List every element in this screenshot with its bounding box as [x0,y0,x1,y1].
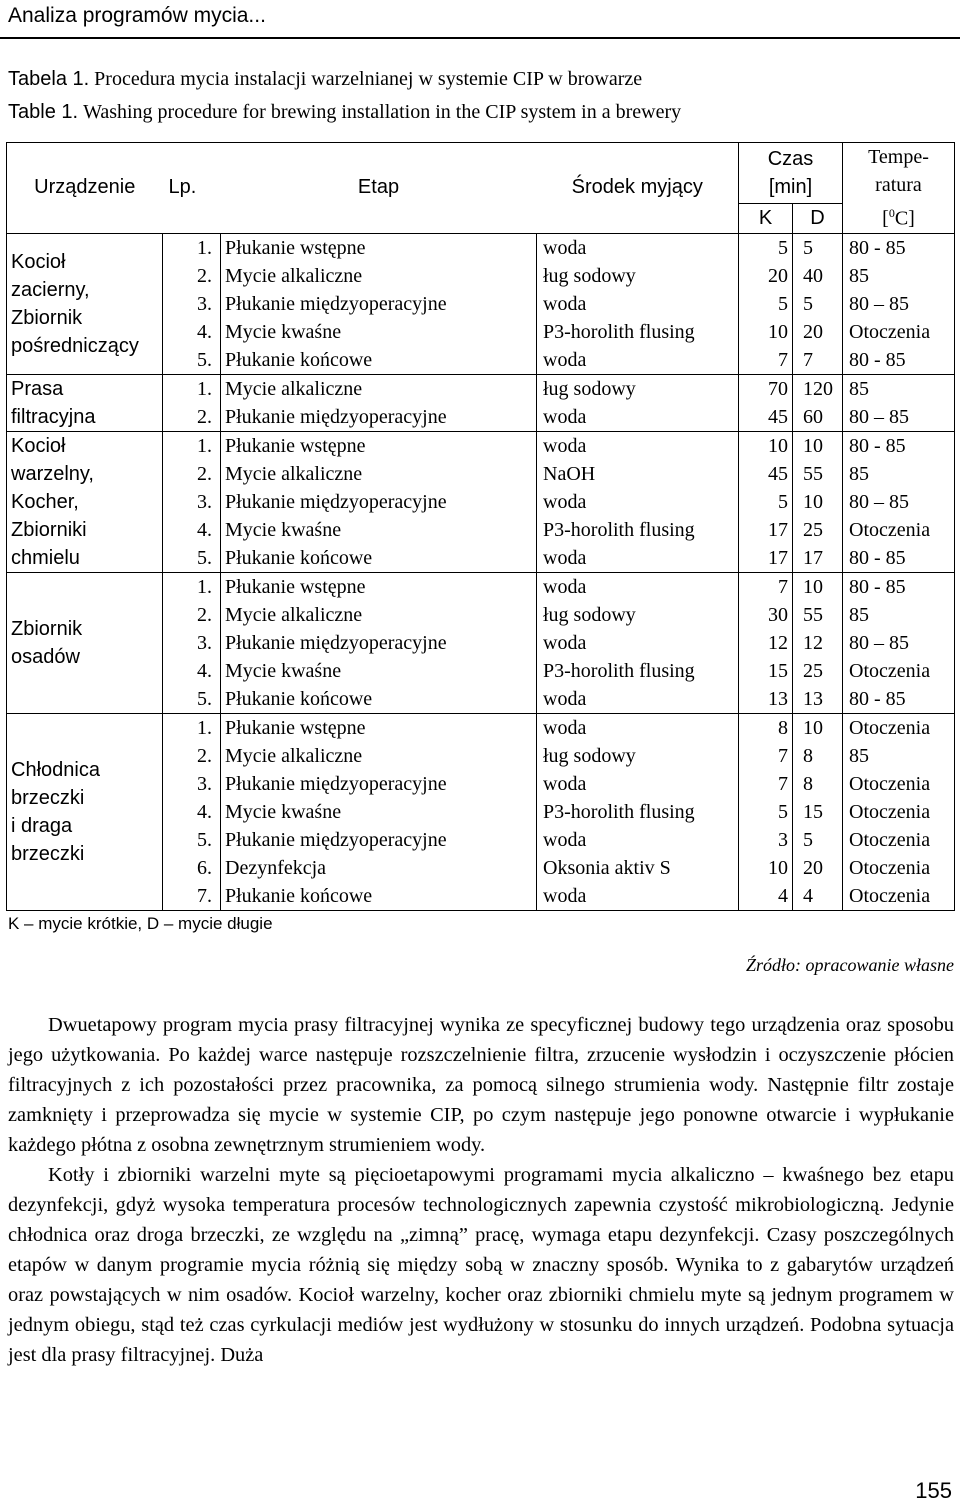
row-time-k: 7 [739,572,793,601]
row-agent: woda [537,488,739,516]
table-row [7,374,955,403]
row-time-k: 13 [739,685,793,714]
row-time-d: 10 [793,488,843,516]
header-d: D [793,204,843,234]
row-time-d: 55 [793,460,843,488]
row-lp: 3. [163,629,221,657]
row-stage: Płukanie końcowe [221,544,537,573]
device-line: Kocioł [11,434,66,457]
row-time-d: 4 [793,882,843,911]
row-lp: 4. [163,318,221,346]
row-lp: 4. [163,516,221,544]
row-stage: Płukanie międzyoperacyjne [221,629,537,657]
row-time-d: 5 [793,233,843,262]
row-time-d: 10 [793,713,843,742]
row-time-d: 12 [793,629,843,657]
table-row [7,713,955,742]
row-agent: woda [537,544,739,573]
caption-en [8,101,681,124]
row-time-k: 17 [739,516,793,544]
header-rule [0,37,960,39]
row-time-k: 17 [739,544,793,573]
row-time-d: 15 [793,798,843,826]
row-stage: Płukanie końcowe [221,346,537,375]
row-temperature: Otoczenia [843,882,955,911]
device-line: Kocioł [11,250,66,273]
header-device: Urządzenie [7,143,163,234]
body-paragraph-2: Kotły i zbiorniki warzelni myte są pięcioetapowymi programami mycia alkaliczno – kwaśnego bez etapu dezynfekcji, gdyż wysoka temperatura procesów technologicznych zapewnia czystość mikrobiologiczną. Jedynie chłodnica oraz droga brzeczki, ze względu na „zimną” pracę, wymaga etapu dezynfekcji. Czasy poszczególnych etapów w danym programie mycia różnią się między sobą w znaczny sposób. Wynika to z gabarytów urządzeń oraz powstających w nim osadów. Kocioł warzelny, kocher oraz zbiorniki chmielu myte są jednym programem w jednym obiegu, stąd też czas cyrkulacji mediów jest wydłużony w stosunku do innych urządzeń. Podobna sytuacja jest dla prasy filtracyjnej. Duża [8,1164,954,1366]
caption-en-label: Table 1. [8,101,79,123]
row-time-d: 55 [793,601,843,629]
row-lp: 4. [163,798,221,826]
row-time-k: 45 [739,403,793,432]
row-temperature: Otoczenia [843,713,955,742]
row-stage: Płukanie międzyoperacyjne [221,826,537,854]
page-number: 155 [915,1478,952,1503]
row-stage: Mycie kwaśne [221,318,537,346]
device-line: Zbiornik [11,306,83,329]
row-time-k: 5 [739,290,793,318]
device-cell [7,572,163,713]
row-temperature: Otoczenia [843,826,955,854]
running-header: Analiza programów mycia... [8,4,266,27]
row-time-d: 8 [793,770,843,798]
header-lp: Lp. [163,143,221,234]
row-agent: woda [537,629,739,657]
row-lp: 5. [163,685,221,714]
row-stage: Płukanie międzyoperacyjne [221,770,537,798]
body-text [8,1010,954,1370]
device-line: Prasa [11,377,64,400]
row-agent: ług sodowy [537,742,739,770]
row-temperature: Otoczenia [843,516,955,544]
row-time-d: 20 [793,854,843,882]
row-temperature: 85 [843,262,955,290]
row-stage: Mycie alkaliczne [221,262,537,290]
device-line: brzeczki [11,842,85,865]
row-time-d: 60 [793,403,843,432]
row-temperature: 80 - 85 [843,233,955,262]
row-lp: 6. [163,854,221,882]
device-line: filtracyjna [11,405,96,428]
row-stage: Płukanie końcowe [221,685,537,714]
row-temperature: 80 - 85 [843,346,955,375]
header-agent: Środek myjący [537,143,739,234]
row-time-k: 70 [739,374,793,403]
row-agent: woda [537,882,739,911]
row-lp: 7. [163,882,221,911]
table-row [7,431,955,460]
header-temperature [843,143,955,234]
row-time-k: 4 [739,882,793,911]
row-temperature: Otoczenia [843,798,955,826]
row-temperature: 80 – 85 [843,488,955,516]
device-cell [7,374,163,431]
row-lp: 5. [163,544,221,573]
row-time-d: 7 [793,346,843,375]
row-temperature: Otoczenia [843,657,955,685]
row-lp: 4. [163,657,221,685]
row-agent: woda [537,233,739,262]
device-line: Kocher, [11,490,79,513]
row-time-d: 25 [793,657,843,685]
table-note: K – mycie krótkie, D – mycie długie [8,914,273,933]
row-stage: Mycie kwaśne [221,657,537,685]
row-agent: P3-horolith flusing [537,318,739,346]
row-temperature: 80 - 85 [843,572,955,601]
row-lp: 2. [163,742,221,770]
row-time-d: 25 [793,516,843,544]
row-time-k: 10 [739,318,793,346]
row-temperature: Otoczenia [843,854,955,882]
table-body [7,233,955,910]
row-agent: ług sodowy [537,262,739,290]
device-cell [7,713,163,910]
row-lp: 1. [163,233,221,262]
row-stage: Płukanie międzyoperacyjne [221,290,537,318]
header-k: K [739,204,793,234]
row-lp: 5. [163,346,221,375]
row-lp: 5. [163,826,221,854]
device-line: chmielu [11,546,80,569]
row-stage: Mycie alkaliczne [221,460,537,488]
row-stage: Mycie kwaśne [221,798,537,826]
device-line: warzelny, [11,462,94,485]
row-time-d: 8 [793,742,843,770]
row-temperature: Otoczenia [843,770,955,798]
device-line: Zbiornik [11,617,83,640]
row-agent: P3-horolith flusing [537,657,739,685]
device-line: Chłodnica [11,758,100,781]
row-agent: woda [537,290,739,318]
row-lp: 3. [163,488,221,516]
row-time-d: 13 [793,685,843,714]
row-lp: 1. [163,713,221,742]
row-time-k: 30 [739,601,793,629]
header-stage: Etap [221,143,537,234]
row-stage: Płukanie wstępne [221,431,537,460]
row-agent: P3-horolith flusing [537,798,739,826]
row-stage: Płukanie międzyoperacyjne [221,403,537,432]
row-lp: 1. [163,572,221,601]
row-stage: Płukanie międzyoperacyjne [221,488,537,516]
row-time-d: 40 [793,262,843,290]
row-time-k: 45 [739,460,793,488]
device-line: osadów [11,645,80,668]
row-agent: ług sodowy [537,601,739,629]
table-row [7,233,955,262]
cip-table [6,142,955,911]
table-source: Źródło: opracowanie własne [745,955,954,975]
row-time-k: 5 [739,798,793,826]
row-stage: Mycie alkaliczne [221,742,537,770]
body-paragraph-1: Dwuetapowy program mycia prasy filtracyjnej wynika ze specyficznej budowy tego urządzenia oraz sposobu jego użytkowania. Po każdej warce następuje rozszczelnienie filtra, zrzucenie wysłodzin i oczyszczenie płócien filtracyjnych z ich pozostałości przez pracownika, za pomocą silnego strumienia wody. Następnie filtr zostaje zamknięty i przeprowadza się mycie w systemie CIP, po czym następuje jego ponowne otwarcie i wypłukanie każdego płótna z osobna zewnętrznym strumieniem wody. [8,1014,954,1156]
row-agent: P3-horolith flusing [537,516,739,544]
header-temp-sup: 0 [888,206,895,220]
row-temperature: Otoczenia [843,318,955,346]
table-row [7,572,955,601]
row-lp: 3. [163,290,221,318]
row-agent: ług sodowy [537,374,739,403]
row-time-k: 5 [739,488,793,516]
row-stage: Płukanie wstępne [221,713,537,742]
row-time-k: 10 [739,854,793,882]
row-temperature: 85 [843,601,955,629]
row-temperature: 85 [843,460,955,488]
row-time-k: 20 [739,262,793,290]
row-temperature: 80 – 85 [843,290,955,318]
row-time-k: 15 [739,657,793,685]
row-lp: 2. [163,403,221,432]
row-temperature: 80 – 85 [843,629,955,657]
row-time-k: 12 [739,629,793,657]
row-temperature: 80 - 85 [843,431,955,460]
header-temp-line1: Tempe- [868,146,929,168]
caption-pl-text: Procedura mycia instalacji warzelnianej w systemie CIP w browarze [94,68,643,90]
row-agent: woda [537,826,739,854]
row-time-d: 5 [793,826,843,854]
row-stage: Płukanie wstępne [221,233,537,262]
caption-en-text: Washing procedure for brewing installation in the CIP system in a brewery [83,101,682,123]
row-time-d: 10 [793,431,843,460]
row-time-k: 8 [739,713,793,742]
row-time-k: 3 [739,826,793,854]
row-time-d: 10 [793,572,843,601]
header-temp-line2: ratura [875,174,922,196]
row-agent: woda [537,713,739,742]
row-agent: woda [537,403,739,432]
row-lp: 1. [163,431,221,460]
caption-pl [8,68,642,91]
row-time-d: 20 [793,318,843,346]
device-line: brzeczki [11,786,85,809]
row-agent: NaOH [537,460,739,488]
row-agent: woda [537,770,739,798]
row-temperature: 80 - 85 [843,544,955,573]
row-stage: Płukanie wstępne [221,572,537,601]
row-agent: woda [537,572,739,601]
row-temperature: 80 – 85 [843,403,955,432]
row-time-k: 10 [739,431,793,460]
row-lp: 3. [163,770,221,798]
row-stage: Płukanie końcowe [221,882,537,911]
row-lp: 1. [163,374,221,403]
device-cell [7,233,163,374]
device-line: i draga [11,814,73,837]
row-agent: woda [537,685,739,714]
row-stage: Mycie kwaśne [221,516,537,544]
row-temperature: 85 [843,742,955,770]
device-line: Zbiorniki [11,518,87,541]
row-stage: Dezynfekcja [221,854,537,882]
row-agent: Oksonia aktiv S [537,854,739,882]
row-temperature: 80 - 85 [843,685,955,714]
row-time-d: 120 [793,374,843,403]
row-lp: 2. [163,262,221,290]
row-lp: 2. [163,601,221,629]
header-time: Czas [min] [739,143,843,204]
row-time-k: 7 [739,346,793,375]
row-time-d: 5 [793,290,843,318]
device-line: zacierny, [11,278,90,301]
row-temperature: 85 [843,374,955,403]
row-time-k: 5 [739,233,793,262]
device-line: pośredniczący [11,334,139,357]
row-stage: Mycie alkaliczne [221,601,537,629]
row-lp: 2. [163,460,221,488]
row-time-k: 7 [739,742,793,770]
row-agent: woda [537,346,739,375]
row-stage: Mycie alkaliczne [221,374,537,403]
row-time-d: 17 [793,544,843,573]
header-temp-post: C] [894,207,915,230]
device-cell [7,431,163,572]
caption-pl-label: Tabela 1. [8,68,90,90]
header-temp-pre: [ [882,207,889,230]
row-time-k: 7 [739,770,793,798]
row-agent: woda [537,431,739,460]
